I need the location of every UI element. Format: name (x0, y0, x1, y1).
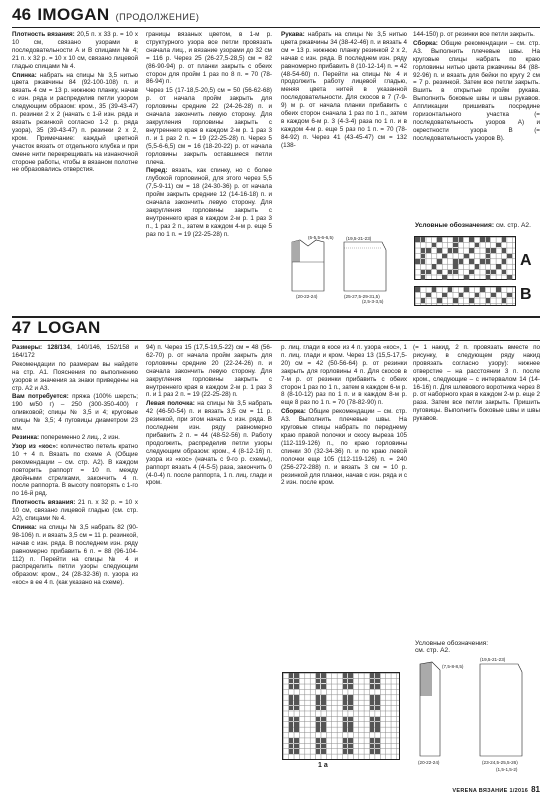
chart-cell (294, 700, 299, 705)
chart-cell (294, 673, 299, 678)
logan-column-1 (12, 344, 138, 588)
text-paragraph: Через 15 (17-18,5-20,5) см = 50 (56-62-68) р. от начала пройм закрыть для горловины средние 22 (24-26-28) п. и сначала закончить левую сторону. Для закругления горловины закрыть с внутреннего края в каждом 2-м р. 1 раз 3 п. и 1 раз 2 п. = 19 (22-25-28) п. Через 5 (5,5-6-6,5) см = 16 (18-20-22) р. от начала горловины закрыть оставшиеся петли плеча. (146, 87, 272, 166)
chart-cell (442, 254, 447, 259)
schema-label: (23-24,5-25,5-26) (482, 760, 518, 765)
chart-cell (316, 673, 321, 678)
chart-cell (321, 695, 326, 700)
chart-cell (321, 679, 326, 684)
chart-cell (294, 722, 299, 727)
chart-cell (370, 727, 375, 732)
chart-cell (348, 727, 353, 732)
schema-label: (25-27,5-29-31,5) (344, 294, 380, 299)
chart-cell (375, 695, 380, 700)
chart-cell (375, 722, 380, 727)
chart-cell (469, 248, 474, 253)
chart-cell (486, 248, 491, 253)
section-title: IMOGAN (37, 5, 110, 24)
schema-label: (1,5-1,5-2) (496, 767, 518, 772)
chart-cell (469, 259, 474, 264)
chart-cell (496, 243, 501, 248)
section-title: LOGAN (37, 318, 101, 337)
chart-cell (464, 254, 469, 259)
chart-cell (415, 259, 420, 264)
chart-cell (491, 270, 496, 275)
chart-cell (321, 727, 326, 732)
chart-cell (343, 695, 348, 700)
chart-cell (421, 237, 426, 242)
chart-grid-b (414, 286, 516, 306)
page-footer (452, 785, 540, 794)
chart-cell (289, 722, 294, 727)
chart-cell (437, 270, 442, 275)
chart-cell (469, 298, 474, 303)
chart-cell (421, 275, 426, 280)
imogan-column-4 (413, 31, 540, 144)
chart-cell (502, 270, 507, 275)
chart-cell (486, 298, 491, 303)
chart-cell (459, 237, 464, 242)
chart-cell (480, 237, 485, 242)
chart-cell (421, 298, 426, 303)
chart-cell (469, 237, 474, 242)
text-paragraph: Плотность вязания: 20,5 п. х 33 р. = 10 х 10 см, связано узорами в последовательности А и В спицами № 4; 21 п. х 32 р. = 10 х 10 см, связано лицевой гладью спицами № 4. (12, 31, 138, 70)
chart-cell (316, 679, 321, 684)
schema-label: (19,5-21-23) (480, 657, 506, 662)
chart-cell (316, 744, 321, 749)
chart-cell (343, 717, 348, 722)
chart-cell (502, 298, 507, 303)
chart-cell (486, 275, 491, 280)
chart-cell (321, 684, 326, 689)
chart-cell (453, 270, 458, 275)
logan-column-2 (146, 344, 272, 488)
chart-cell (289, 738, 294, 743)
chart-cell (370, 700, 375, 705)
chart-cell (469, 270, 474, 275)
chart-cell (294, 684, 299, 689)
chart-cell (370, 695, 375, 700)
text-paragraph: Левая полочка: на спицы № 3,5 набрать 42 (46-50-54) п. и вязать 3,5 см = 11 р. резинкой, при этом начать с изн. ряда. В последнем изн. ряду равномерно прибавить 2 п. = 44 (48-52-56) п. Работу продолжить, распределив петли узоры следующим образом: кром., 4 (8-12-16) п. узора из «кос» (начать с 9-го р. схемы), раппорт вязать 4 (4-5-5) раза, закончить 0 (4-0-4) п. после раппорта, 1 п. лиц. глади и кром. (146, 400, 272, 487)
schema-label: (5-5,5-6-6,5) (308, 236, 334, 240)
chart-cell (486, 259, 491, 264)
chart-cell (453, 243, 458, 248)
chart-cell (343, 744, 348, 749)
chart-cell (375, 700, 380, 705)
chart-cell (453, 259, 458, 264)
chart-cell (321, 700, 326, 705)
chart-cell (448, 287, 453, 292)
text-paragraph: границы вязаных цветом, в 1-м р. структурного узора все петли провязать сначала лиц., и вязание узорами до 32 см = 116 р. Через 25 (26-27,5-28,5) см = 82 (86-90-94) р. от планки закрыть с обеих сторон для пройм 1 раз по 8 п. = 70 (78-86-94) п. (146, 31, 272, 86)
chart-cell (348, 717, 353, 722)
chart-cell (289, 727, 294, 732)
section-number: 47 (12, 318, 32, 337)
chart-cell (375, 684, 380, 689)
chart-cell (316, 717, 321, 722)
text-paragraph: Спинка: на спицы № 3,5 набрать 82 (90-98-106) п. и вязать 3,5 см = 11 р. резинкой, начав с изн. ряда. В последнем изн. ряду равномерно прибавить 6 п. = 88 (96-104-112) п. Перейти на спицы № 4 и распределить петли узоры следующим образом: кром., 24 (28-32-36) п. узора из «кос» в ее 4 п. (как указано на схеме). (12, 523, 138, 587)
chart-cell (289, 717, 294, 722)
chart-cell (294, 679, 299, 684)
chart-cell (348, 673, 353, 678)
chart-cell (289, 695, 294, 700)
chart-cell (442, 293, 447, 298)
chart-cell (507, 293, 512, 298)
logan-garment-schema (410, 656, 542, 774)
chart-cell (464, 287, 469, 292)
chart-cell (316, 738, 321, 743)
chart-cell (507, 254, 512, 259)
chart-cell (343, 749, 348, 754)
chart-cell (321, 706, 326, 711)
chart-cell (370, 673, 375, 678)
chart-cell (294, 749, 299, 754)
chart-cell (486, 237, 491, 242)
chart-cell (289, 744, 294, 749)
chart-cell (343, 727, 348, 732)
chart-grid-cable (282, 672, 400, 760)
chart-cell (316, 695, 321, 700)
chart-cell (343, 738, 348, 743)
chart-cell (321, 738, 326, 743)
logan-column-3 (281, 344, 407, 488)
chart-cell (348, 749, 353, 754)
chart-cell (348, 684, 353, 689)
chart-cell (475, 264, 480, 269)
chart-cell (453, 264, 458, 269)
chart-cell (289, 679, 294, 684)
schema-label: (20-22-24) (418, 760, 440, 765)
chart-cell (480, 287, 485, 292)
schema-label: (20-22-24) (296, 294, 318, 299)
chart-cell (491, 248, 496, 253)
chart-cell (348, 679, 353, 684)
header-divider (12, 27, 540, 28)
text-paragraph: Размеры: 128/134, 140/146, 152/158 и 164/172 (12, 344, 138, 359)
chart-cell (486, 270, 491, 275)
logan-column-4 (413, 344, 540, 424)
chart-grid-a (414, 236, 516, 280)
chart-cell (348, 722, 353, 727)
chart-cell (370, 717, 375, 722)
chart-cell (496, 287, 501, 292)
chart-cell (415, 237, 420, 242)
chart-cell (421, 254, 426, 259)
chart-cell (448, 270, 453, 275)
text-paragraph: Спинка: набрать на спицы № 3,5 нитью цвета ржавчины 84 (92-100-108) п. и вязать 4 см = 13 р. нижнюю планку, начав с изн. ряда и распределив петли узором следующим образом: кром., 35 (39-43-47) п. резинки 2 х 2 (начать с 1-й изн. ряда и вязать резинкой согласно 1-2 р. ряда узора), 35 (39-43-47) п. резинки 2 х 2, кром. Примечание: каждый цветной участок вязать от отдельного клубка и при смене нити перекрещивать на изнаночной стороне работы, чтобы в вязаном полотне не образовались отверстия. (12, 71, 138, 174)
chart-cell (375, 744, 380, 749)
chart-cell (370, 738, 375, 743)
chart-cell (432, 264, 437, 269)
chart-cell (348, 695, 353, 700)
chart-cell (370, 706, 375, 711)
chart-cell (321, 744, 326, 749)
chart-cell (316, 684, 321, 689)
chart-cell (348, 706, 353, 711)
chart-cell (421, 248, 426, 253)
schema-label: (19,5-21-23) (346, 236, 372, 241)
chart-cell (421, 270, 426, 275)
chart-cell (375, 679, 380, 684)
chart-cell (348, 744, 353, 749)
chart-cell (343, 684, 348, 689)
text-paragraph: Рекомендации по размерам вы найдете на стр. А1. Пояснения по выполнению узоров и значения за знаки приведены на стр. А2 и А3. (12, 360, 138, 392)
section-header-logan (12, 318, 540, 340)
chart-cell (475, 293, 480, 298)
chart-cell (437, 237, 442, 242)
chart-cell (464, 275, 469, 280)
text-paragraph: Узор из «кос»: количество петель кратно 10 + 4 п. Вязать по схеме А (Общие рекомендации – см. стр. А2). В каждом повторить раппорт = 10 п. между двойными стрелками, закончить 4 п. после раппорта. В высоту повторять с 1-го по 16-й ряд. (12, 442, 138, 498)
imogan-column-2 (146, 31, 272, 240)
chart-cell (294, 695, 299, 700)
text-paragraph: Вам потребуется: пряжа (100% шерсть; 190 м/50 г) – 250 (300-350-400) г оливковой; спицы № 3,5 и 4; круговые спицы № 3,5; 4 пуговицы диаметром 23 мм. (12, 393, 138, 433)
chart-cell (370, 684, 375, 689)
chart-cell (491, 293, 496, 298)
chart-cell (375, 673, 380, 678)
chart-cell (375, 706, 380, 711)
text-paragraph: 94) п. Через 15 (17,5-19,5-22) см = 48 (56-62-70) р. от начала пройм закрыть для горловины средние 20 (22-24-26) п. и сначала закончить левую сторону. Для закругления горловины закрыть с внутреннего края в каждом 2-м р. 1 раз 3 п. и 1 раз 2 п. = 19 (22-25-28) п. (146, 344, 272, 399)
chart-cell (370, 749, 375, 754)
chart-cell (375, 717, 380, 722)
chart-cell (321, 673, 326, 678)
chart-cell (459, 293, 464, 298)
text-paragraph: (= 1 накид, 2 п. провязать вместе по рисунку, в следующем ряду накид провязать согласно узору): нижнее отверстие – на расстоянии 3 п. после кром., следующие – с интервалом 14 (14-16-16) п. Для шлевового воротника через 8 р. от наборного края в каждом 2-м р. еще 2 раза. Затем все петли закрыть. Пришить пуговицы. Выполнить боковые швы и швы рукавов. (413, 344, 540, 423)
schema-label: (2,5-3-3,5) (362, 299, 384, 304)
chart-cell (316, 706, 321, 711)
chart-cell (475, 243, 480, 248)
chart-cell (437, 248, 442, 253)
text-paragraph: Сборка: Общие рекомендации – см. стр. А3. Выполнить плечевые швы. На круговые спицы набрать по переднему краю правой полочки и скосу выреза 105 (112-119-126) п., по краю горловины спинки 30 (32-34-36) п. и по краю левой полочки еще 105 (112-119-126) п. = 240 (256-272-288) п. и вязать 3 см = 10 р. резинкой для планки, начав с изн. ряда и с 2 изн. после кром. (281, 408, 407, 487)
chart-cell (453, 237, 458, 242)
chart-cell (294, 706, 299, 711)
chart-cell (375, 749, 380, 754)
chart-cell (316, 722, 321, 727)
chart-cell (348, 700, 353, 705)
chart-cell (348, 738, 353, 743)
chart-cell (294, 727, 299, 732)
chart-cell (294, 717, 299, 722)
chart-cell (289, 684, 294, 689)
chart-cell (426, 293, 431, 298)
chart-cell (459, 259, 464, 264)
text-paragraph: Рукава: набрать на спицы № 3,5 нитью цвета ржавчины 34 (38-42-46) п. и вязать 4 см = 13 р. нижнюю планку резинкой 2 х 2, начав с изн. ряда. В последнем изн. ряду равномерно прибавить 8 (10-12-14) п. = 42 (48-54-60) п. Перейти на спицы № 4 и продолжить работу лицевой гладью, меняя цвета нитей в указанной последовательности. Для скосов в 7 (7-9-9) м р. от начала планки прибавить с обеих сторон сначала 1 раз по 1 п., затем в каждом 6-м р. 3 (4-3-4) раза по 1 п. и в каждом 4-м р. еще 5 раз по 1 п. = 70 (78-84-92) п. Через 41 (43-45-47) см = 132 (138- (281, 31, 407, 149)
imogan-column-1 (12, 31, 138, 175)
legend-title: Условные обозначения: см. стр. А2. (415, 222, 531, 229)
page-number: 81 (531, 785, 540, 794)
chart-cell (453, 298, 458, 303)
chart-cell (415, 287, 420, 292)
chart-cell (421, 259, 426, 264)
chart-cell (486, 254, 491, 259)
chart-cell (294, 738, 299, 743)
section-header-imogan (12, 5, 540, 27)
chart-cell (502, 237, 507, 242)
chart-cell (426, 270, 431, 275)
chart-cell (343, 700, 348, 705)
chart-label-a: A (520, 252, 532, 269)
chart-arrow-label: 1 a (318, 762, 328, 769)
chart-cell (316, 700, 321, 705)
chart-cell (343, 679, 348, 684)
chart-cell (375, 738, 380, 743)
chart-cell (370, 722, 375, 727)
legend-title: Условные обозначения: см. стр. А2. (415, 640, 489, 654)
chart-cell (507, 275, 512, 280)
chart-cell (370, 744, 375, 749)
chart-cell (437, 298, 442, 303)
text-paragraph: Перед: вязать, как спинку, но с более глубокой горловиной, для этого через 5,5 (7,5-9-11) см = 18 (24-30-36) р. от начала пройм закрыть средние 12 (14-16-18) п. и сначала закончить левую сторону. Для закругления горловины закрыть с внутреннего края в каждом 2-м р. 1 раз 3 п., 1 раз 2 п., затем в каждом 4-м р. еще 5 раз по 1 п. = 19 (22-25-28) п. (146, 167, 272, 238)
text-paragraph: p. лиц. глади в косе из 4 п. узора «кос», 1 п. лиц. глади и кром. Через 13 (15,5-17,5-20) см = 42 (50-56-64) р. от резинки закрыть для горловины 4 п. Для скосов в 7-м р. от резинки прибавить с обеих сторон 1 раз по 1 п., затем в каждом 6-м р. 8 (8-10-12) раз по 1 п. и в каждом 8-м р. еще 8 раз по 1 п. = 70 (78-82-90) п. (281, 344, 407, 407)
chart-cell (321, 717, 326, 722)
chart-cell (321, 749, 326, 754)
chart-cell (289, 706, 294, 711)
imogan-garment-schema (282, 236, 410, 304)
section-number: 46 (12, 5, 32, 24)
chart-cell (442, 275, 447, 280)
text-paragraph: 144-150) р. от резинки все петли закрыть. (413, 31, 535, 38)
text-paragraph: Резинка: попеременно 2 лиц., 2 изн. (12, 433, 120, 441)
chart-cell (289, 749, 294, 754)
schema-label: (7,5-8-8,5) (442, 664, 464, 669)
chart-cell (432, 243, 437, 248)
chart-cell (289, 700, 294, 705)
section-continued-label: (ПРОДОЛЖЕНИЕ) (115, 12, 200, 22)
chart-cell (426, 248, 431, 253)
chart-label-b: B (520, 286, 532, 303)
text-paragraph: Плотность вязания: 21 п. х 32 р. = 10 х 10 см, связано лицевой гладью (см. стр. А2), спицами № 4. (12, 499, 138, 523)
chart-cell (502, 248, 507, 253)
chart-cell (453, 248, 458, 253)
chart-cell (437, 259, 442, 264)
chart-cell (502, 259, 507, 264)
chart-cell (432, 287, 437, 292)
magazine-name: VERENA ВЯЗАНИЕ 1/2016 (452, 788, 529, 794)
chart-cell (343, 706, 348, 711)
chart-cell (343, 673, 348, 678)
chart-cell (321, 722, 326, 727)
chart-cell (375, 727, 380, 732)
text-paragraph: Сборка: Общие рекомендации – см. стр. А3. Выполнить плечевые швы. На круговые спицы набрать по краю горловины нитью цвета ржавчины 84 (88-92-96) п. и вязать для бейки по кругу 2 см = 7 р. резинкой. Затем все петли закрыть. Вшить в открытые пройм рукава. Выполнить боковые швы и швы рукавов. Аппликации пришивать посредине горизонтального участка (= последовательность узоров А) и окрестности узора В (= последовательность узоров В). (413, 39, 540, 142)
chart-cell (343, 722, 348, 727)
imogan-column-3 (281, 31, 407, 151)
chart-cell (294, 744, 299, 749)
chart-cell (480, 259, 485, 264)
header-divider (12, 340, 540, 341)
chart-cell (289, 673, 294, 678)
chart-cell (448, 248, 453, 253)
chart-cell (370, 679, 375, 684)
chart-cell (316, 749, 321, 754)
chart-cell (316, 727, 321, 732)
chart-cell (496, 264, 501, 269)
